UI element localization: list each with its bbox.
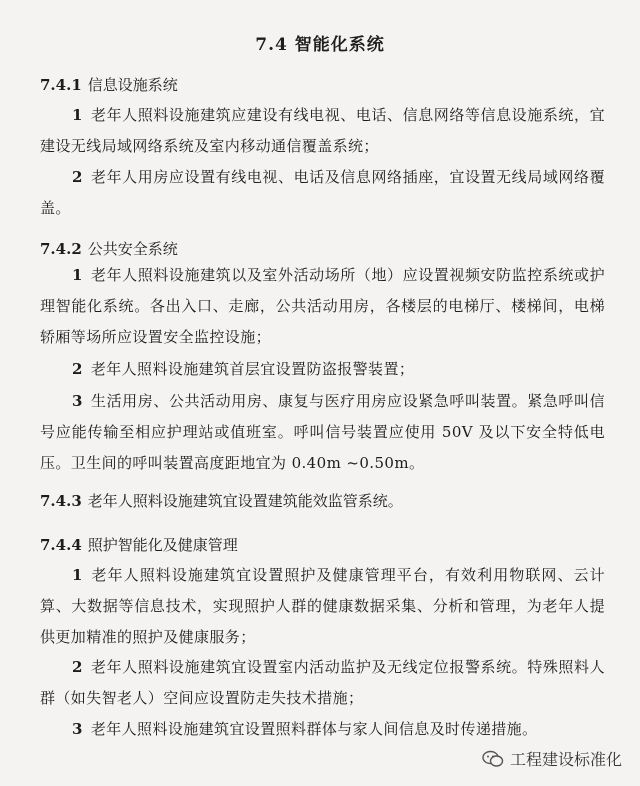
list-item: 1 老年人照料设施建筑宜设置照护及健康管理平台，有效利用物联网、云计算、大数据等信息技术，实现照护人群的健康数据采集、分析和管理，为老年人提供更加精准的照护及健康服务； (40, 566, 605, 646)
wechat-icon (482, 750, 504, 768)
list-item: 2 老年人照料设施建筑首层宜设置防盗报警装置； (72, 360, 415, 378)
section-heading-7-4-1: 7.4.1 信息设施系统 (40, 76, 178, 94)
list-item: 2 老年人用房应设置有线电视、电话及信息网络插座，宜设置无线局域网络覆盖。 (40, 168, 605, 217)
watermark-text: 工程建设标准化 (509, 750, 622, 769)
watermark (482, 747, 622, 770)
list-item: 1 老年人照料设施建筑以及室外活动场所（地）应设置视频安防监控系统或护理智能化系统。各出入口、走廊，公共活动用房，各楼层的电梯厅、楼梯间，电梯轿厢等场所应设置安全监控设施； (40, 266, 605, 346)
section-heading-7-4-2: 7.4.2 公共安全系统 (40, 240, 178, 258)
list-item: 3 生活用房、公共活动用房、康复与医疗用房应设紧急呼叫装置。紧急呼叫信号应能传输至相应护理站或值班室。呼叫信号装置应使用 50V 及以下安全特低电压。卫生间的呼叫装置高度距地宜为 0.40m ~0.50m。 (40, 392, 605, 472)
section-heading-7-4-4: 7.4.4 照护智能化及健康管理 (40, 536, 238, 554)
list-item: 3 老年人照料设施建筑宜设置照料群体与家人间信息及时传递措施。 (72, 720, 538, 738)
list-item: 2 老年人照料设施建筑宜设置室内活动监护及无线定位报警系统。特殊照料人群（如失智老人）空间应设置防走失技术措施； (40, 658, 605, 707)
page-title: 7.4 智能化系统 (255, 35, 385, 55)
section-heading-7-4-3: 7.4.3 老年人照料设施建筑宜设置建筑能效监管系统。 (40, 492, 403, 510)
list-item: 1 老年人照料设施建筑应建设有线电视、电话、信息网络等信息设施系统，宜建设无线局域网络系统及室内移动通信覆盖系统； (40, 106, 605, 155)
